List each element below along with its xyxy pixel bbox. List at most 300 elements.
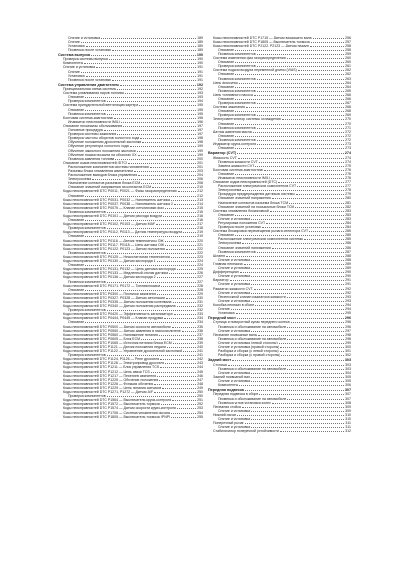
toc-leader-dots [85, 263, 196, 267]
toc-entry-title: Коды неисправностей DTC P0116 — Датчик температуры ОЖ [63, 238, 164, 243]
toc-entry-title: Назначение контактов разъема блока TCM [218, 200, 289, 205]
toc-entry-title: Коды неисправностей DTC P0605 — Блок ECM [63, 336, 141, 341]
toc-leader-dots [251, 265, 344, 269]
toc-leader-dots [295, 204, 344, 208]
toc-leader-dots [130, 144, 196, 148]
toc-leader-dots [251, 425, 344, 429]
toc-entry-title: Электросхема [218, 241, 242, 245]
toc-leader-dots [235, 171, 344, 175]
toc-entry-title: Передняя подвеска в сборе [213, 392, 259, 396]
toc-leader-dots [85, 218, 196, 222]
toc-entry-title: Описание [68, 193, 85, 198]
toc-entry-title: Коды неисправностей DTC P0031, P0032 — Нагреватель датчика [63, 197, 170, 202]
toc-entry-page: 304 [345, 370, 351, 375]
toc-entry-page: 227 [197, 279, 203, 283]
toc-entry-title: Передние приводные валы [213, 332, 258, 337]
toc-entry-title: Снятие и установка (левой стороны) [218, 340, 278, 345]
toc-leader-dots [112, 77, 196, 81]
toc-entry-page: 198 [197, 140, 203, 144]
toc-entry-title: Коды неисправностей DTC P0420 — Эффективность катализатора [63, 312, 173, 316]
toc-entry-title: Снятие и установка [218, 266, 251, 270]
toc-entry-title: Расположение электрических компонентов CVT [218, 184, 297, 188]
toc-entry-title: Описание значений напряжения на контактах ECM [68, 185, 152, 189]
toc-entry-title: Коды неисправностей DTC P0444, P0445 — Клапан продувки [63, 316, 164, 320]
toc-entry-page: 212 [197, 193, 203, 198]
toc-leader-dots [239, 382, 344, 386]
toc-entry-title: Система подачи воздуха переменной длины (VIAS) [213, 68, 297, 72]
toc-leader-dots [287, 336, 344, 340]
toc-entry-page: 190 [197, 61, 203, 65]
toc-leader-dots [96, 65, 196, 69]
toc-leader-dots [183, 349, 196, 353]
toc-entry-page: 268 [345, 105, 351, 109]
toc-entry-page: 221 [197, 242, 203, 247]
toc-leader-dots [161, 283, 196, 287]
toc-entry-page: 216 [197, 214, 203, 218]
toc-leader-dots [251, 328, 344, 332]
toc-entry-page: 284 [345, 225, 351, 229]
toc-entry-title: Регулировка положения CVT [218, 221, 266, 225]
toc-entry-page: 260 [345, 56, 351, 60]
toc-leader-dots [235, 72, 344, 76]
toc-entry-page: 237 [197, 332, 203, 337]
toc-entry-title: Основные процедуры [68, 128, 104, 132]
toc-entry-page: 240 [197, 345, 203, 349]
toc-entry-title: Компоненты [63, 61, 84, 65]
toc-leader-dots [150, 164, 197, 168]
toc-leader-dots [171, 410, 196, 414]
toc-entry [58, 47, 203, 51]
toc-leader-dots [257, 137, 345, 141]
toc-entry-page: 294 [345, 302, 351, 307]
toc-leader-dots [140, 136, 196, 140]
toc-entry-page: 194 [197, 99, 203, 103]
toc-leader-dots [171, 254, 196, 258]
toc-entry-title: Коды неисправностей DTC P0340 — Датчик положения распредвала [63, 304, 176, 308]
toc-entry-title: Описание [68, 320, 85, 324]
toc-entry-title: Описание значений напряжения [218, 196, 271, 200]
toc-leader-dots [183, 230, 196, 234]
toc-entry-page: 293 [345, 294, 351, 299]
toc-entry-page: 310 [345, 412, 351, 417]
toc-entry-page: 283 [345, 208, 351, 213]
toc-leader-dots [159, 332, 196, 336]
toc-entry-page: 196 [197, 115, 203, 120]
toc-entry [208, 429, 351, 433]
toc-leader-dots [251, 416, 344, 420]
toc-leader-dots [235, 133, 344, 137]
toc-leader-dots [173, 299, 197, 303]
toc-leader-dots [86, 73, 197, 77]
toc-leader-dots [251, 378, 344, 382]
toc-leader-dots [160, 365, 196, 369]
toc-leader-dots [282, 117, 344, 121]
toc-entry-title: Проверка системы выпуска [63, 57, 108, 61]
toc-entry-page: 285 [345, 237, 351, 241]
toc-leader-dots [162, 385, 196, 389]
toc-entry-title: Электровентилятор системы охлаждения [213, 117, 281, 121]
toc-leader-dots [164, 316, 196, 320]
toc-entry-page: 274 [345, 155, 351, 159]
toc-leader-dots [154, 389, 196, 393]
toc-leader-dots [92, 177, 196, 181]
toc-leader-dots [159, 377, 196, 381]
toc-entry-page: 263 [345, 76, 351, 81]
toc-leader-dots [177, 303, 197, 307]
toc-leader-dots [161, 402, 196, 406]
toc-entry-page: 270 [345, 121, 351, 126]
toc-entry-page: 199 [197, 148, 203, 152]
toc-entry-title: Проверка компонентов [218, 88, 256, 93]
toc-entry-page: 201 [197, 164, 203, 169]
toc-entry-title: Система управления блокировкой [213, 208, 269, 213]
toc-leader-dots [235, 212, 344, 216]
toc-leader-dots [251, 282, 344, 286]
toc-entry-page: 226 [197, 271, 203, 275]
toc-entry-page: 279 [345, 192, 351, 196]
toc-entry-page: 198 [197, 136, 203, 140]
toc-leader-dots [107, 99, 197, 103]
toc-entry-title: Разборка и сборка (с правой стороны) [218, 353, 281, 357]
toc-entry-page: 277 [345, 184, 351, 188]
toc-entry-title: Описание [218, 84, 235, 89]
toc-entry-page: 283 [345, 216, 351, 221]
toc-entry-title: Описание [218, 109, 235, 113]
toc-entry-page: 273 [345, 146, 351, 150]
toc-entry-page: 296 [345, 320, 351, 324]
toc-leader-dots [287, 366, 344, 370]
toc-entry-page: 227 [197, 275, 203, 279]
toc-entry-page: 259 [345, 51, 351, 56]
toc-leader-dots [235, 96, 344, 100]
toc-leader-dots [257, 101, 345, 105]
toc-entry-title: Стабилизатор поперечной устойчивости [213, 429, 279, 433]
toc-entry-title: Проверка компонентов [68, 353, 106, 357]
toc-entry-page: 193 [197, 91, 203, 95]
toc-leader-dots [258, 332, 344, 336]
toc-entry-title: Описание [218, 171, 235, 176]
toc-entry-page: 208 [197, 181, 203, 185]
toc-leader-dots [157, 258, 197, 262]
toc-leader-dots [107, 353, 197, 357]
toc-entry-title: Коды неисправностей DTC P0130 — Датчик кислорода 1 [63, 259, 156, 263]
toc-entry-title: Процедура предупреждения датчиков системы [218, 192, 295, 196]
toc-entry [58, 77, 203, 81]
toc-entry-title: Проверка компонентов [68, 308, 106, 312]
toc-leader-dots [137, 148, 196, 152]
toc-entry-title: Проверка давления топлива [68, 156, 115, 161]
toc-entry-title: Коды неисправностей DTC P1211 — Блок управления TCS [63, 365, 160, 369]
toc-leader-dots [107, 394, 197, 398]
toc-leader-dots [272, 245, 344, 249]
toc-entry-page: 276 [345, 167, 351, 172]
toc-leader-dots [280, 349, 345, 353]
toc-leader-dots [245, 420, 345, 424]
toc-leader-dots [254, 286, 345, 290]
toc-leader-dots [121, 119, 196, 123]
toc-entry-page: 215 [197, 205, 203, 210]
toc-leader-dots [231, 306, 344, 310]
toc-entry-title: Разъемы блока управления двигателем [68, 168, 133, 173]
toc-entry-page: 223 [197, 254, 203, 259]
toc-leader-dots [134, 168, 196, 172]
toc-entry-page: 253 [197, 406, 203, 410]
toc-entry-page: 248 [197, 381, 203, 386]
toc-entry-title: Коды неисправностей DTC P1122 — Управление дроссельной заслонкой [63, 349, 183, 353]
toc-leader-dots [257, 125, 345, 129]
toc-entry-title: Снятие и установка [218, 274, 251, 278]
toc-entry-page: 239 [197, 340, 203, 345]
toc-leader-dots [85, 193, 196, 197]
toc-entry-title: Снятие и установка [218, 257, 251, 262]
toc-entry-title: Назначение контактов разъемов блока ECM [68, 181, 141, 185]
toc-leader-dots [107, 226, 197, 230]
toc-leader-dots [81, 39, 196, 43]
toc-leader-dots [266, 220, 344, 224]
toc-entry-title: Проверка компонентов [68, 209, 106, 214]
toc-entry-page: 218 [197, 226, 203, 230]
toc-leader-dots [297, 184, 344, 188]
toc-entry-page: 307 [344, 388, 351, 392]
toc-entry-page: 298 [345, 336, 351, 341]
toc-entry [208, 353, 351, 357]
toc-entry-title: Индикатор неисправности (MIL) [68, 119, 120, 124]
toc-entry-page: 305 [345, 374, 351, 379]
toc-entry-page: 252 [197, 402, 203, 406]
toc-entry-page: 238 [197, 336, 203, 341]
toc-entry-page: 190 [197, 57, 203, 61]
toc-entry-title: Описание значений напряжения [218, 245, 271, 250]
toc-entry-page: 296 [344, 316, 351, 320]
toc-entry-title: Установка [218, 311, 235, 315]
toc-entry-title: Расположение выводов блока управления [68, 173, 138, 177]
toc-entry-page: 225 [197, 267, 203, 271]
toc-entry-title: Система изменения фаз газораспределения [213, 56, 286, 60]
toc-entry-page: 288 [345, 257, 351, 262]
toc-leader-dots [262, 225, 344, 229]
toc-leader-dots [156, 222, 196, 226]
toc-entry-title: Коды неисправностей DTC P0117, P0118 — Цепь датчика ОЖ [63, 242, 164, 247]
toc-leader-dots [245, 388, 344, 392]
toc-entry-title: Описание [68, 287, 85, 292]
toc-entry-page: 201 [197, 160, 203, 165]
toc-entry-page: 197 [197, 128, 203, 132]
toc-entry-page: 285 [345, 229, 351, 233]
toc-leader-dots [271, 175, 344, 179]
toc-entry-title: Расположение компонентов системы управления [68, 164, 149, 169]
toc-entry-title: Коды неисправностей DTC P1271, P1272 — Датчик A/F [63, 390, 154, 394]
toc-entry-page: 189 [197, 39, 203, 44]
toc-leader-dots [163, 213, 196, 217]
toc-entry-page: 195 [197, 103, 203, 107]
toc-entry-title: Снятие и установка [218, 328, 251, 333]
toc-leader-dots [107, 209, 197, 213]
toc-entry-page: 219 [197, 230, 203, 234]
toc-leader-dots [240, 270, 344, 274]
toc-leader-dots [257, 64, 345, 68]
toc-leader-dots [259, 159, 344, 163]
toc-leader-dots [238, 155, 344, 159]
toc-entry-title: Проверка после установки [218, 225, 262, 229]
toc-entry-title: Описание [218, 212, 235, 217]
toc-entry-title: Проверка компонентов [68, 279, 106, 283]
toc-entry-title: Описание значений на посадочные блоки TCM [218, 204, 295, 209]
toc-entry-page: 216 [197, 218, 203, 222]
toc-leader-dots [104, 127, 196, 131]
toc-leader-dots [174, 312, 197, 316]
toc-entry-title: Снятие и установка [218, 298, 251, 303]
toc-entry-page: 189 [197, 43, 203, 48]
toc-entry-page: 286 [345, 241, 351, 245]
toc-entry-page: 235 [197, 324, 203, 329]
toc-entry-page: 204 [197, 173, 203, 177]
toc-entry-page: 292 [345, 290, 351, 295]
toc-leader-dots [235, 47, 344, 51]
toc-column-left [58, 35, 203, 418]
toc-entry-page: 271 [345, 125, 351, 130]
toc-entry-title: Коды неисправностей DTC P1212 — Цепь связи TCS [63, 369, 150, 374]
toc-leader-dots [107, 111, 197, 115]
toc-entry [208, 310, 351, 314]
toc-entry-page: 306 [345, 383, 351, 387]
toc-leader-dots [165, 205, 196, 209]
toc-entry-page: 230 [197, 295, 203, 300]
toc-leader-dots [139, 103, 196, 107]
toc-entry-title: Передняя стойка [213, 404, 241, 409]
toc-leader-dots [235, 109, 344, 113]
toc-leader-dots [287, 55, 345, 59]
toc-leader-dots [311, 39, 344, 43]
toc-leader-dots [236, 310, 345, 314]
toc-entry-title: Проверка и обслуживание на автомобиле [218, 324, 287, 329]
toc-entry-title: Бортовая система диагностики [213, 167, 264, 172]
toc-entry-page: 229 [197, 291, 203, 296]
toc-entry-page: 307 [345, 396, 351, 400]
toc-leader-dots [123, 123, 196, 127]
toc-entry-title: Описание кодов неисправностей (DTC) [213, 180, 278, 184]
toc-entry-page: 270 [345, 117, 351, 121]
toc-entry-page: 275 [345, 163, 351, 168]
toc-leader-dots [228, 362, 344, 366]
toc-leader-dots [255, 302, 344, 306]
toc-entry-title: Ступица [213, 362, 227, 367]
toc-entry [208, 382, 351, 386]
toc-entry-page: 309 [345, 404, 351, 409]
toc-entry-title: Система управления двигателем [58, 83, 119, 87]
toc-entry-title: Разборка и сборка (с левой стороны) [218, 349, 279, 353]
toc-leader-dots [81, 69, 196, 73]
toc-leader-dots [169, 271, 196, 275]
toc-entry-title: Описание [68, 107, 85, 112]
toc-entry-page: 241 [197, 353, 203, 357]
toc-entry [208, 146, 351, 150]
toc-entry-title: Коды неисправностей DTC P0112, P0113 — Датчик температуры воздуха [63, 230, 183, 234]
toc-entry-title: Коды неисправностей DTC P0500 — Датчик скорости автомобиля [63, 324, 171, 329]
toc-entry-page: 291 [345, 282, 351, 286]
toc-leader-dots [84, 61, 196, 65]
toc-leader-dots [232, 358, 344, 362]
toc-entry-title: Описание [68, 95, 85, 99]
toc-entry-page: 301 [345, 349, 351, 353]
toc-entry-page: 199 [197, 144, 203, 148]
toc-entry-title: Описание процедуры обслуживания [63, 123, 123, 128]
toc-entry-page: 191 [197, 65, 203, 69]
toc-leader-dots [112, 47, 196, 51]
toc-entry-title: Обучение закрытого положения заслонки [68, 148, 136, 152]
toc-entry-page: 272 [345, 129, 351, 134]
toc-entry-page: 191 [197, 69, 203, 74]
toc-entry-page: 203 [197, 168, 203, 173]
toc-entry-page: 232 [197, 308, 203, 312]
toc-entry-page: 268 [345, 109, 351, 113]
toc-entry-page: 245 [197, 369, 203, 374]
toc-entry-page: 285 [345, 233, 351, 237]
toc-entry-title: Проверка после установки [68, 77, 112, 82]
toc-entry-page: 291 [345, 278, 351, 282]
toc-leader-dots [237, 412, 344, 416]
toc-entry-title: Шланги [213, 253, 226, 258]
toc-entry-page: 219 [197, 234, 203, 238]
toc-leader-dots [172, 324, 197, 328]
toc-leader-dots [177, 406, 196, 410]
toc-entry-page: 287 [345, 249, 351, 254]
toc-entry-title: Описание [68, 263, 85, 267]
toc-leader-dots [281, 353, 344, 357]
toc-entry-page: 190 [196, 53, 203, 57]
toc-entry-title: Цепь топливного насоса [213, 92, 253, 97]
toc-entry-title: Принципиальная схема системы [63, 87, 117, 91]
toc-entry-page: 302 [345, 353, 351, 357]
toc-entry-page: 308 [345, 400, 351, 405]
toc-entry-page: 242 [197, 357, 203, 361]
toc-entry-title: Индикатор неисправности (MIL) [218, 175, 270, 180]
toc-entry-title: Коды неисправностей DTC P0125 — Недостаточная температура [63, 254, 170, 259]
toc-leader-dots [278, 179, 344, 183]
toc-entry-page: 197 [197, 132, 203, 136]
toc-entry-title: Нижний рычаг [213, 412, 237, 417]
toc-entry-page: 283 [345, 212, 351, 217]
toc-entry [58, 226, 203, 230]
toc-entry-page: 195 [197, 107, 203, 112]
toc-entry-page: 254 [197, 410, 203, 414]
toc-entry-title: Система выпуска [58, 53, 91, 57]
toc-entry-title: Коды неисправностей DTC P0171, P0172 — Топливоподача [63, 283, 161, 288]
toc-entry-title: Проверка компонентов [218, 125, 256, 130]
toc-entry-page: 307 [345, 392, 351, 396]
toc-leader-dots [138, 172, 196, 176]
toc-entry-title: Описание [218, 47, 235, 52]
toc-leader-dots [251, 298, 344, 302]
toc-entry-page: 265 [345, 88, 351, 93]
toc-leader-dots [117, 87, 196, 91]
toc-entry-page: 290 [345, 274, 351, 278]
toc-entry-title: Коды неисправностей DTC P0327, P0328 — Датчик детонации [63, 295, 165, 300]
toc-leader-dots [257, 249, 345, 253]
toc-entry-title: Коды неисправностей DTC P1121 — Датчик положения педали [63, 345, 166, 349]
toc-leader-dots [91, 53, 196, 57]
toc-entry-page: 224 [197, 259, 203, 263]
toc-entry-title: Снятие и установка [218, 290, 251, 295]
toc-leader-dots [107, 308, 197, 312]
toc-entry-page: 212 [197, 189, 203, 193]
toc-entry-page: 274 [345, 159, 351, 164]
toc-entry-title: Проверка жидкости CVT [218, 159, 258, 164]
toc-entry-page: 222 [197, 250, 203, 255]
toc-leader-dots [115, 156, 196, 160]
toc-leader-dots [309, 229, 344, 233]
toc-leader-dots [120, 82, 196, 86]
toc-leader-dots [128, 160, 196, 164]
